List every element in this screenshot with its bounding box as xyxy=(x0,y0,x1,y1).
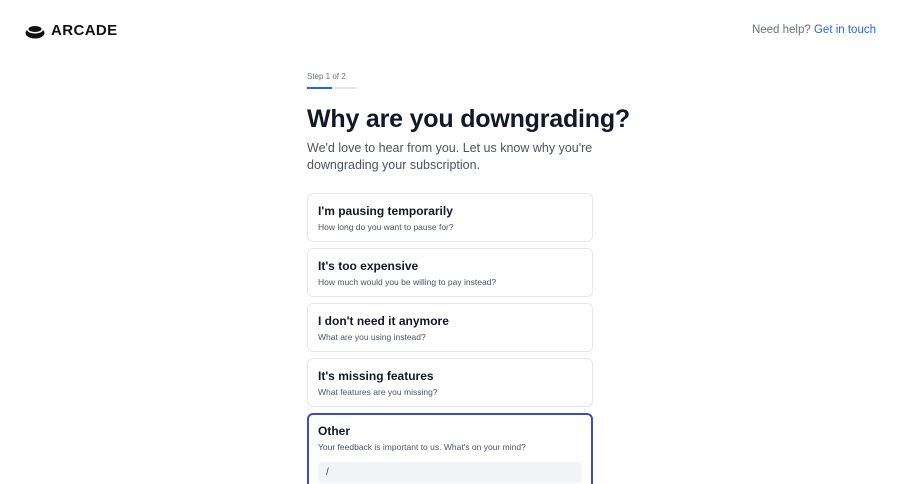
step-progress-bar xyxy=(307,87,357,89)
reason-option-expensive[interactable] xyxy=(307,248,593,297)
step-label: Step 1 of 2 xyxy=(307,72,346,81)
page-title: Why are you downgrading? xyxy=(307,105,630,133)
reason-option-missing-features[interactable] xyxy=(307,358,593,407)
option-description: What features are you missing? xyxy=(318,387,438,397)
reason-options xyxy=(307,193,593,484)
option-title: It's missing features xyxy=(318,369,434,383)
arcade-logo-icon xyxy=(25,23,45,39)
reason-option-other[interactable] xyxy=(307,413,593,484)
page-subtitle: We'd love to hear from you. Let us know why you're downgrading your subscription. xyxy=(307,141,593,172)
downgrade-form xyxy=(307,72,630,484)
option-title: I don't need it anymore xyxy=(318,314,449,328)
brand-logo[interactable] xyxy=(25,22,118,39)
help-text: Need help? xyxy=(751,24,811,36)
reason-option-pausing[interactable] xyxy=(307,193,593,242)
feedback-input[interactable] xyxy=(318,462,582,483)
step-progress-fill xyxy=(307,87,332,89)
brand-name: ARCADE xyxy=(51,22,118,39)
option-description: How much would you be willing to pay instead? xyxy=(318,277,497,287)
option-description: Your feedback is important to us. What's on your mind? xyxy=(318,442,526,452)
get-in-touch-link[interactable]: Get in touch xyxy=(813,24,876,36)
option-title: Other xyxy=(318,424,351,438)
help-section xyxy=(752,24,876,36)
reason-option-not-needed[interactable] xyxy=(307,303,593,352)
option-title: It's too expensive xyxy=(318,259,419,273)
option-title: I'm pausing temporarily xyxy=(318,204,453,218)
option-description: What are you using instead? xyxy=(318,332,426,342)
option-description: How long do you want to pause for? xyxy=(318,222,454,232)
